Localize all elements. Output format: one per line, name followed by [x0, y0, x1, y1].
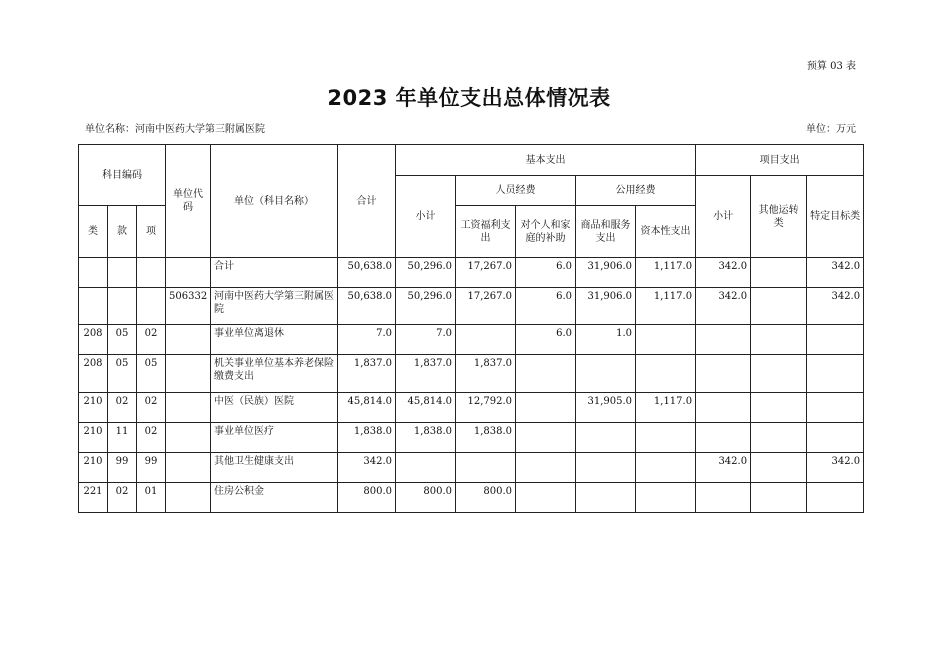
cell-total: 342.0: [338, 453, 396, 483]
header-personnel: 人员经费: [456, 176, 576, 206]
cell-xiang: 05: [137, 355, 166, 393]
table-row: [79, 355, 864, 393]
cell-other-transfer: [751, 325, 807, 355]
cell-xiang: 99: [137, 453, 166, 483]
table-row: [79, 288, 864, 325]
cell-total: 7.0: [338, 325, 396, 355]
cell-other-transfer: [751, 453, 807, 483]
cell-project-subtotal: 342.0: [696, 258, 751, 288]
cell-total: 1,837.0: [338, 355, 396, 393]
cell-goods: [576, 453, 636, 483]
cell-subsidy: 6.0: [516, 288, 576, 325]
cell-basic-subtotal: [396, 453, 456, 483]
header-project-subtotal: 小计: [696, 176, 751, 258]
cell-capital: [636, 453, 696, 483]
header-public: 公用经费: [576, 176, 696, 206]
cell-wages: 800.0: [456, 483, 516, 513]
header-basic-subtotal: 小计: [396, 176, 456, 258]
cell-capital: [636, 423, 696, 453]
cell-unit-code: [166, 423, 211, 453]
cell-capital: [636, 355, 696, 393]
cell-goods: [576, 423, 636, 453]
cell-goods: 31,906.0: [576, 258, 636, 288]
cell-unit-name: 中医（民族）医院: [211, 393, 338, 423]
table-row: [79, 325, 864, 355]
header-kuan: 款: [108, 206, 137, 258]
cell-kuan: 11: [108, 423, 137, 453]
header-subject-code: 科目编码: [79, 145, 166, 206]
header-lei: 类: [79, 206, 108, 258]
cell-other-transfer: [751, 355, 807, 393]
cell-unit-name: 其他卫生健康支出: [211, 453, 338, 483]
page-title: 2023 年单位支出总体情况表: [327, 86, 611, 110]
cell-kuan: 99: [108, 453, 137, 483]
cell-xiang: 02: [137, 423, 166, 453]
header-xiang: 项: [137, 206, 166, 258]
cell-specific-target: [807, 483, 864, 513]
cell-lei: 208: [79, 355, 108, 393]
cell-capital: 1,117.0: [636, 258, 696, 288]
header-goods: 商品和服务支出: [576, 206, 636, 258]
table-row: [79, 453, 864, 483]
cell-other-transfer: [751, 483, 807, 513]
header-project-expenditure: 项目支出: [696, 145, 864, 176]
cell-unit-code: [166, 258, 211, 288]
header-unit-name: 单位（科目名称）: [211, 145, 338, 258]
cell-basic-subtotal: 800.0: [396, 483, 456, 513]
header-total: 合计: [338, 145, 396, 258]
cell-capital: 1,117.0: [636, 288, 696, 325]
cell-unit-name: 事业单位医疗: [211, 423, 338, 453]
cell-specific-target: 342.0: [807, 453, 864, 483]
cell-wages: 12,792.0: [456, 393, 516, 423]
cell-other-transfer: [751, 258, 807, 288]
cell-subsidy: 6.0: [516, 258, 576, 288]
cell-unit-name: 河南中医药大学第三附属医院: [211, 288, 338, 325]
cell-project-subtotal: [696, 393, 751, 423]
cell-kuan: 05: [108, 355, 137, 393]
cell-total: 45,814.0: [338, 393, 396, 423]
cell-subsidy: [516, 393, 576, 423]
cell-total: 800.0: [338, 483, 396, 513]
cell-specific-target: [807, 393, 864, 423]
cell-project-subtotal: 342.0: [696, 288, 751, 325]
cell-wages: [456, 325, 516, 355]
cell-wages: 17,267.0: [456, 288, 516, 325]
cell-unit-code: [166, 325, 211, 355]
header-other-transfer: 其他运转类: [751, 176, 807, 258]
cell-lei: 221: [79, 483, 108, 513]
cell-unit-code: [166, 355, 211, 393]
cell-basic-subtotal: 1,838.0: [396, 423, 456, 453]
currency-unit-label: 单位：万元: [806, 124, 856, 135]
cell-specific-target: 342.0: [807, 288, 864, 325]
cell-basic-subtotal: 50,296.0: [396, 288, 456, 325]
expenditure-table: [78, 144, 864, 513]
cell-basic-subtotal: 50,296.0: [396, 258, 456, 288]
cell-specific-target: 342.0: [807, 258, 864, 288]
cell-project-subtotal: [696, 325, 751, 355]
cell-lei: 208: [79, 325, 108, 355]
cell-capital: [636, 325, 696, 355]
table-row: [79, 423, 864, 453]
cell-other-transfer: [751, 288, 807, 325]
cell-wages: 1,837.0: [456, 355, 516, 393]
cell-wages: [456, 453, 516, 483]
header-capital: 资本性支出: [636, 206, 696, 258]
cell-xiang: 02: [137, 325, 166, 355]
cell-goods: [576, 483, 636, 513]
table-row: [79, 258, 864, 288]
cell-lei: [79, 258, 108, 288]
cell-xiang: [137, 288, 166, 325]
cell-unit-name: 合计: [211, 258, 338, 288]
cell-subsidy: [516, 483, 576, 513]
cell-unit-code: [166, 393, 211, 423]
header-subsidy: 对个人和家庭的补助: [516, 206, 576, 258]
cell-goods: 31,905.0: [576, 393, 636, 423]
cell-goods: 1.0: [576, 325, 636, 355]
cell-wages: 17,267.0: [456, 258, 516, 288]
unit-name-label: 单位名称：河南中医药大学第三附属医院: [85, 124, 265, 135]
cell-specific-target: [807, 325, 864, 355]
cell-basic-subtotal: 7.0: [396, 325, 456, 355]
cell-unit-code: 506332: [166, 288, 211, 325]
cell-project-subtotal: [696, 483, 751, 513]
cell-total: 50,638.0: [338, 258, 396, 288]
cell-project-subtotal: [696, 355, 751, 393]
cell-xiang: [137, 258, 166, 288]
cell-kuan: 02: [108, 393, 137, 423]
cell-other-transfer: [751, 393, 807, 423]
cell-total: 1,838.0: [338, 423, 396, 453]
cell-wages: 1,838.0: [456, 423, 516, 453]
cell-specific-target: [807, 423, 864, 453]
header-specific-target: 特定目标类: [807, 176, 864, 258]
cell-lei: 210: [79, 453, 108, 483]
cell-lei: 210: [79, 423, 108, 453]
cell-kuan: [108, 288, 137, 325]
cell-basic-subtotal: 1,837.0: [396, 355, 456, 393]
cell-specific-target: [807, 355, 864, 393]
cell-goods: 31,906.0: [576, 288, 636, 325]
form-number: 预算 03 表: [806, 61, 856, 72]
cell-subsidy: [516, 355, 576, 393]
header-wages: 工资福利支出: [456, 206, 516, 258]
cell-unit-name: 事业单位离退休: [211, 325, 338, 355]
cell-project-subtotal: 342.0: [696, 453, 751, 483]
table-row: [79, 483, 864, 513]
cell-goods: [576, 355, 636, 393]
cell-total: 50,638.0: [338, 288, 396, 325]
cell-unit-name: 住房公积金: [211, 483, 338, 513]
cell-capital: 1,117.0: [636, 393, 696, 423]
cell-kuan: 05: [108, 325, 137, 355]
cell-lei: [79, 288, 108, 325]
header-basic-expenditure: 基本支出: [396, 145, 696, 176]
cell-capital: [636, 483, 696, 513]
cell-unit-code: [166, 453, 211, 483]
cell-xiang: 01: [137, 483, 166, 513]
cell-kuan: [108, 258, 137, 288]
cell-subsidy: 6.0: [516, 325, 576, 355]
cell-other-transfer: [751, 423, 807, 453]
cell-basic-subtotal: 45,814.0: [396, 393, 456, 423]
cell-subsidy: [516, 453, 576, 483]
cell-unit-code: [166, 483, 211, 513]
cell-subsidy: [516, 423, 576, 453]
table-row: [79, 393, 864, 423]
cell-lei: 210: [79, 393, 108, 423]
header-unit-code: 单位代码: [166, 145, 211, 258]
cell-kuan: 02: [108, 483, 137, 513]
cell-unit-name: 机关事业单位基本养老保险缴费支出: [211, 355, 338, 393]
cell-project-subtotal: [696, 423, 751, 453]
cell-xiang: 02: [137, 393, 166, 423]
